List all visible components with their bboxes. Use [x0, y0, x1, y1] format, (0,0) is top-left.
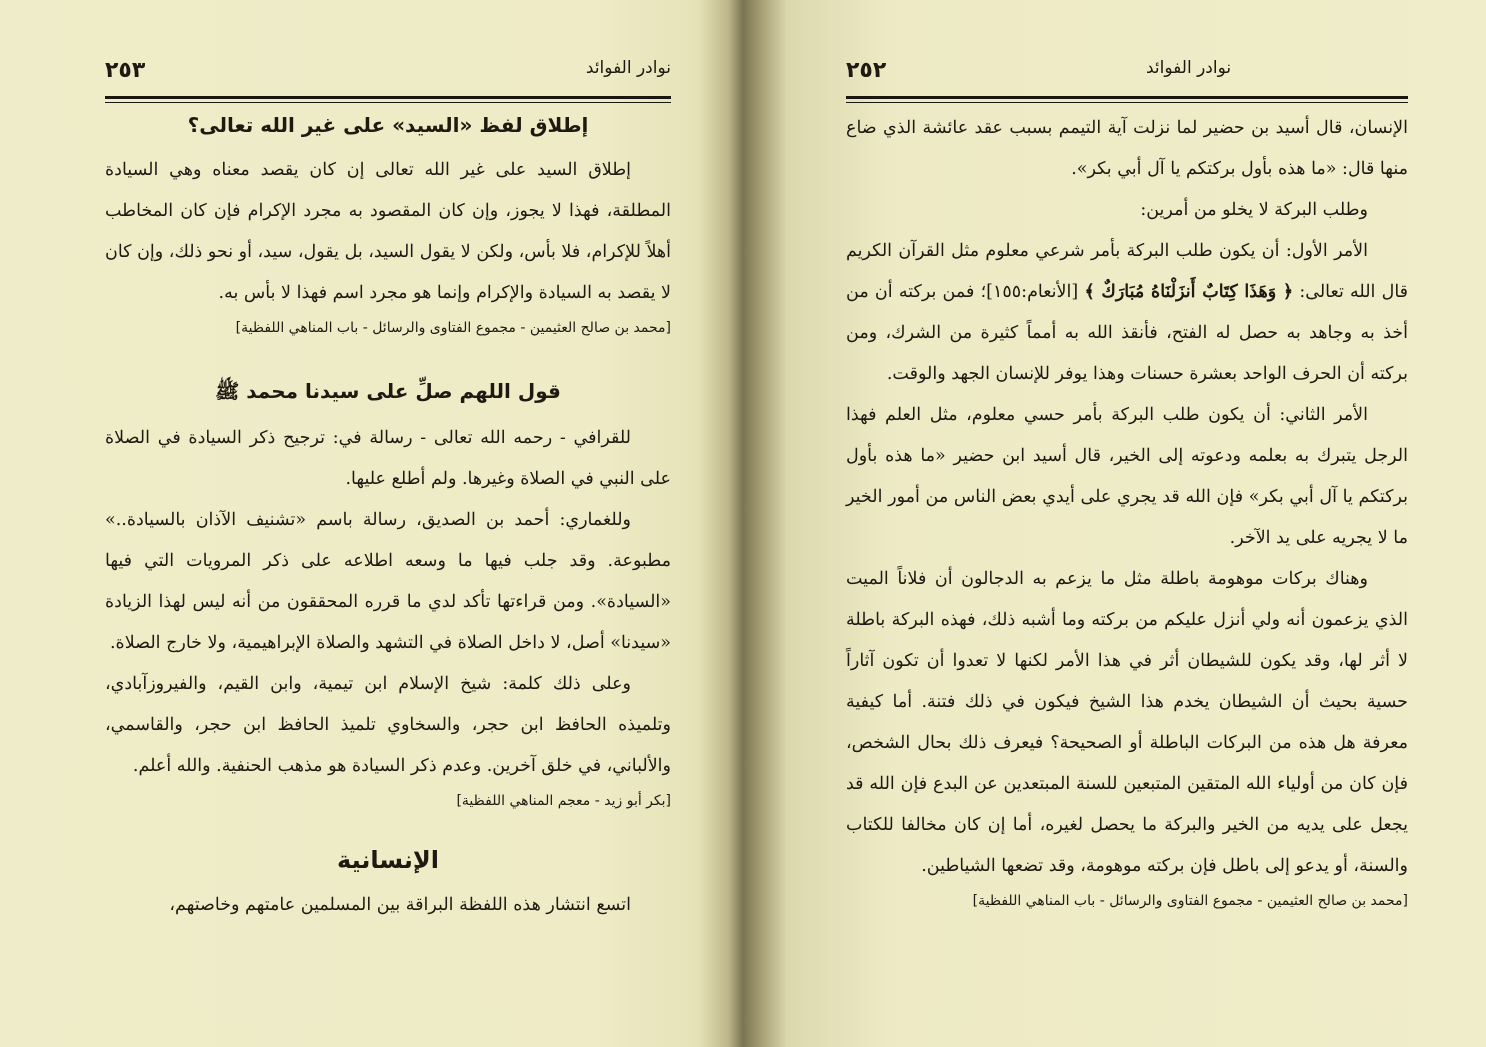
section-title-salat: قول اللهم صلِّ على سيدنا محمد ﷺ: [215, 379, 561, 403]
right-page-body: [846, 108, 1408, 915]
right-running-title: نوادر الفوائد: [1146, 58, 1232, 78]
section-title-sayyid: إطلاق لفظ «السيد» على غير الله تعالى؟: [187, 113, 589, 137]
first-matter-text: الأمر الأول: أن يكون طلب البركة بأمر شرعي معلوم مثل القرآن الكريم قال الله تعالى:: [846, 241, 1409, 302]
section-paragraph-insaniyya: اتسع انتشار هذه اللفظة البراقة بين المسلمين عامتهم وخاصتهم،: [169, 895, 631, 915]
left-running-title: نوادر الفوائد: [585, 58, 671, 78]
section-paragraph-ghumari: وللغماري: أحمد بن الصديق، رسالة باسم «تشنيف الآذان بالسيادة..» مطبوعة. وقد جلب فيها ما وسعه اطلاعه على ذكر المرويات التي فيها «السيادة». ومن قراءتها تأكد لدي ما قرره المحققون من أنه ليس لهذا الزيادة «سيدنا» أصل، لا داخل الصلاة في التشهد والصلاة الإبراهيمية، ولا خارج الصلاة.: [105, 510, 671, 653]
quran-verse: ﴿ وَهَذَا كِتَابٌ أَنزَلْنَاهُ مُبَارَكٌ ﴾: [1084, 282, 1294, 302]
paragraph-false-blessings: وهناك بركات موهومة باطلة مثل ما يزعم به الدجالون أن فلاناً الميت الذي يزعمون أنه ولي أنزل عليكم من بركته وما أشبه ذلك، فهذه البركة باطلة لا أثر لها، وقد يكون للشيطان أثر في هذا الأمر لكنها لا تعدوا أن تكون آثاراً حسية بحيث أن الشيطان يخدم هذا الشيخ فيكون في ذلك فتنة. أما كيفية معرفة هل هذه من البركات الباطلة أو الصحيحة؟ فيعرف ذلك بحال الشخص، فإن كان من أولياء الله المتقين المتبعين للسنة المبتعدين عن البدع فإن الله قد يجعل على يديه من الخير والبركة ما يحصل لغيره، أما إن كان مخالفا للكتاب والسنة، أو يدعو إلى باطل فإن بركته موهومة، وقد تضعها الشياطين.: [846, 569, 1408, 876]
right-page-number: ٢٥٢: [846, 58, 887, 83]
section-paragraph-sayyid: إطلاق السيد على غير الله تعالى إن كان يقصد معناه وهي السيادة المطلقة، فهذا لا يجوز، وإن كان المقصود به مجرد الإكرام فإن كان المخاطب أهلاً للإكرام، فلا بأس، ولكن لا يقول السيد، بل يقول، سيد، أو نحو ذلك، وإن كان لا يقصد به السيادة والإكرام وإنما هو مجرد اسم فهذا لا بأس به.: [105, 160, 671, 303]
paragraph-first-matter: [846, 231, 1408, 395]
section-title-insaniyya: الإنسانية: [337, 846, 439, 874]
section-paragraph-scholars: وعلى ذلك كلمة: شيخ الإسلام ابن تيمية، وابن القيم، والفيروزآبادي، وتلميذه الحافظ ابن حجر، والسخاوي تلميذ الحافظ ابن حجر، والقاسمي، والألباني، في خلق آخرين. وعدم ذكر السيادة هو مذهب الحنفية. والله أعلم.: [105, 674, 671, 776]
right-page-header: [846, 56, 1408, 99]
source-citation-abu-zayd: [بكر أبو زيد - معجم المناهي اللفظية]: [456, 793, 671, 809]
left-page: [105, 0, 671, 1047]
paragraph-usayd: الإنسان، قال أسيد بن حضير لما نزلت آية التيمم بسبب عقد عائشة الذي ضاع منها قال: «ما هذه بأول بركتكم يا آل أبي بكر».: [846, 118, 1408, 179]
source-citation-uthaymeen-right: [محمد بن صالح العثيمين - مجموع الفتاوى والرسائل - باب المناهي اللفظية]: [972, 893, 1408, 909]
left-page-header: [105, 56, 671, 99]
first-matter-continued: [الأنعام:١٥٥]؛ فمن بركته أن من أخذ به وجاهد به حصل له الفتح، فأنقذ الله به أمماً كثيرة من الشرك، ومن بركته أن الحرف الواحد بعشرة حسنات وهذا يوفر للإنسان الجهد والوقت.: [846, 282, 1408, 384]
right-page: [846, 0, 1408, 1047]
left-page-number: ٢٥٣: [105, 58, 146, 83]
section-paragraph-qarafi: للقرافي - رحمه الله تعالى - رسالة في: ترجيح ذكر السيادة في الصلاة على النبي في الصلاة وغيرها. ولم أطلع عليها.: [105, 428, 671, 489]
paragraph-second-matter: الأمر الثاني: أن يكون طلب البركة بأمر حسي معلوم، مثل العلم فهذا الرجل يتبرك به بعلمه ودعوته إلى الخير، قال أسيد ابن حضير «ما هذه بأول بركتكم يا آل أبي بكر» فإن الله قد يجري على أيدي بعض الناس من أمور الخير ما لا يجريه على يد الآخر.: [846, 405, 1408, 548]
left-page-body: [105, 108, 671, 926]
paragraph-two-matters: وطلب البركة لا يخلو من أمرين:: [1140, 200, 1368, 220]
source-citation-uthaymeen-left: [محمد بن صالح العثيمين - مجموع الفتاوى والرسائل - باب المناهي اللفظية]: [235, 320, 671, 336]
